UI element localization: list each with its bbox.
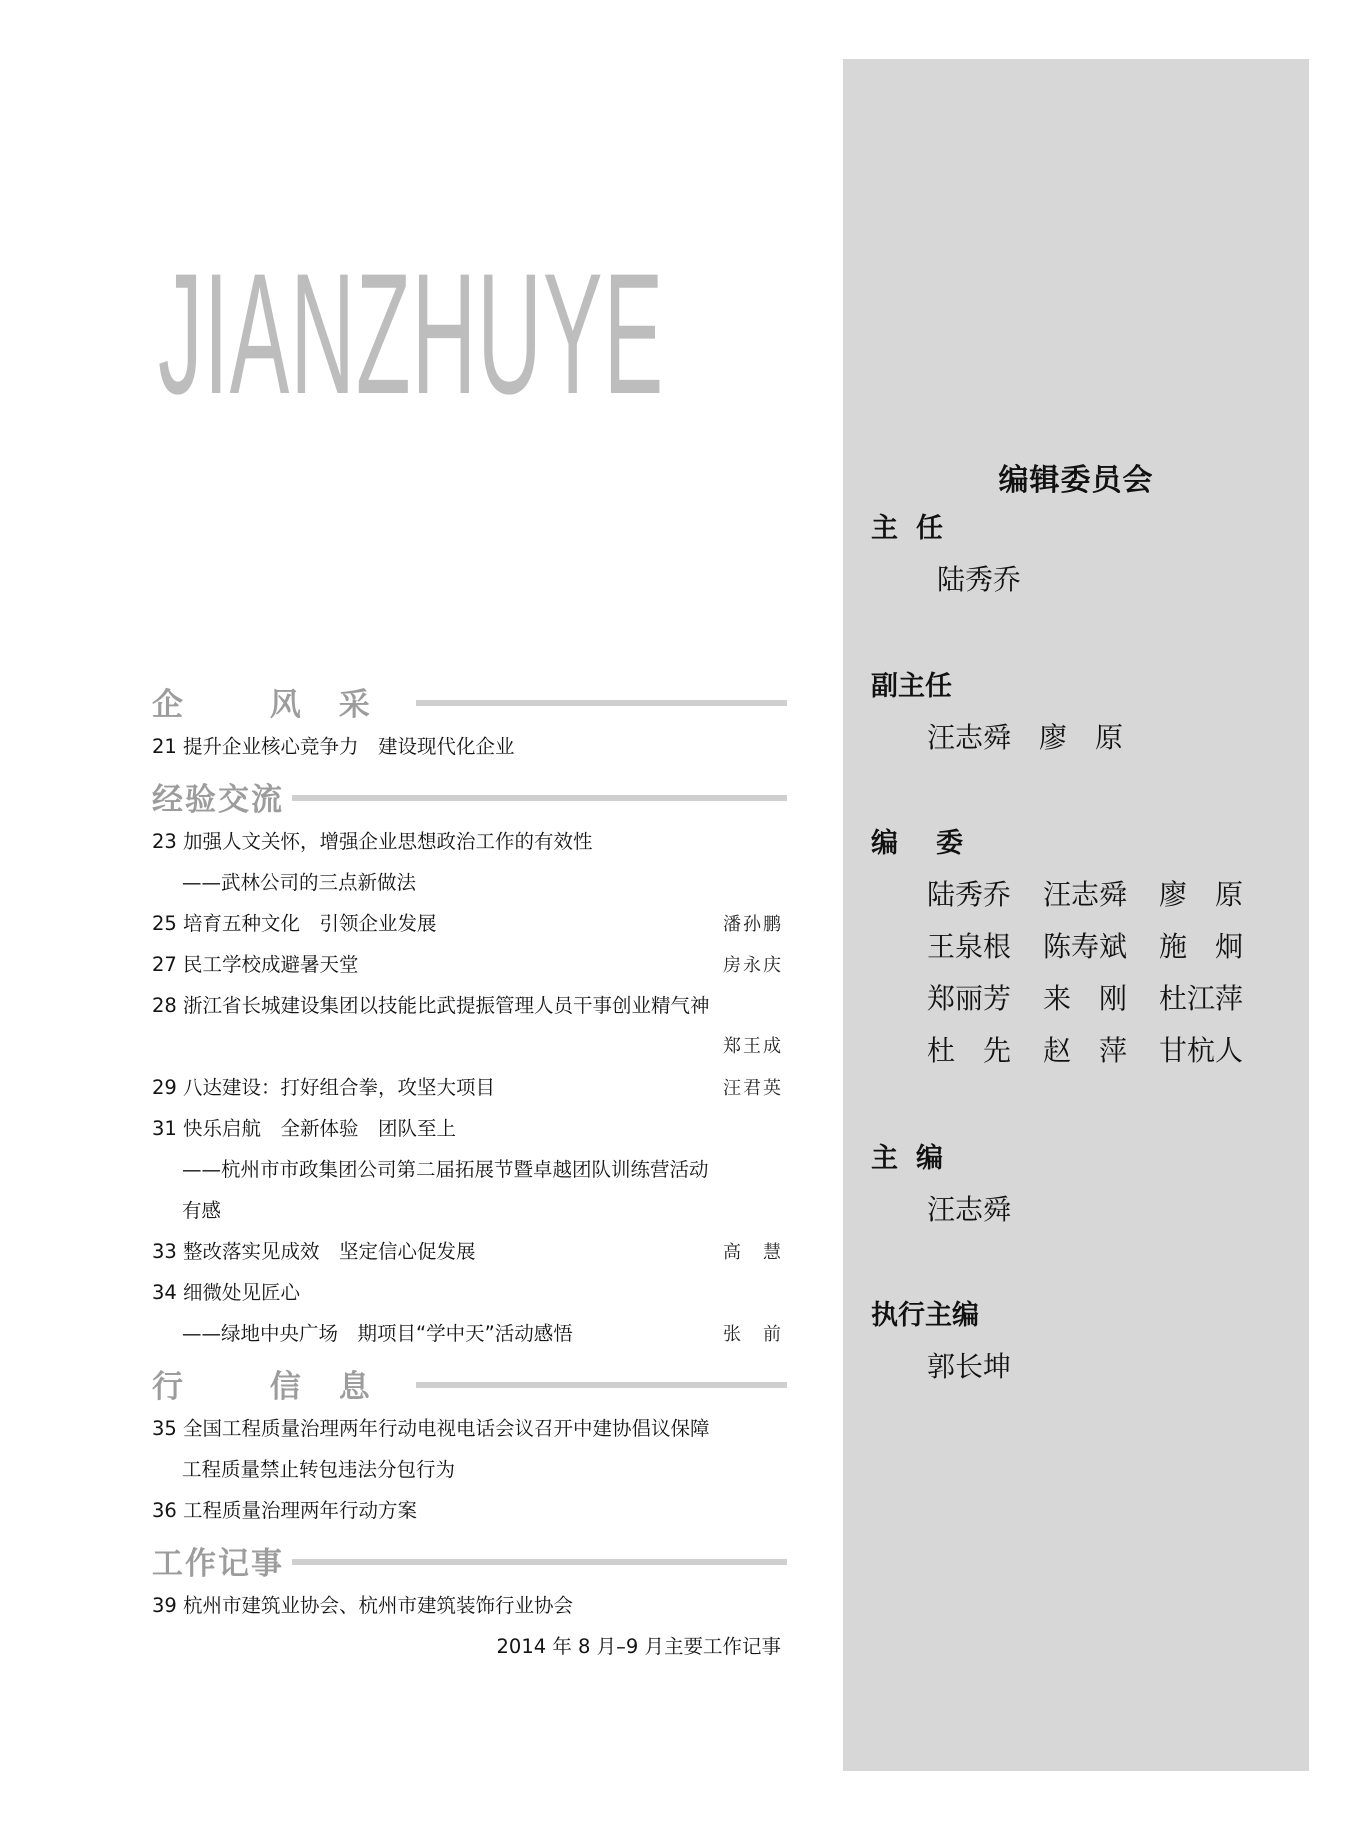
section-header-experience <box>152 771 787 821</box>
toc-entry-title: 31 快乐启航 全新体验 团队至上 <box>152 1117 457 1140</box>
toc-entry[interactable] <box>152 726 787 767</box>
role-label: 编委 <box>871 828 1001 859</box>
toc-entry-author: 高 慧 <box>723 1242 783 1263</box>
section-title: 行 信息 <box>152 1368 408 1405</box>
member-row <box>927 1025 1291 1077</box>
toc-entry-subtitle[interactable] <box>152 1449 787 1490</box>
member-name: 郑丽芳 <box>927 982 1012 1015</box>
role-label: 主任 <box>871 513 961 544</box>
member-row <box>927 973 1291 1025</box>
toc-entry-author: 房永庆 <box>723 955 783 976</box>
section-rule <box>416 700 787 706</box>
person-name: 汪志舜 廖 原 <box>927 721 1124 754</box>
toc-entry-title: 21 提升企业核心竞争力 建设现代化企业 <box>152 735 515 758</box>
toc-entry[interactable] <box>152 821 787 862</box>
member-name: 陈寿斌 <box>1043 930 1128 963</box>
member-row <box>927 869 1291 921</box>
person-name: 郭长坤 <box>927 1350 1012 1383</box>
deputy-director-group <box>871 662 1291 764</box>
toc-entry-subtitle[interactable] <box>152 1190 787 1231</box>
toc-entry[interactable] <box>152 1585 787 1626</box>
toc-entry-title: ——杭州市市政集团公司第二届拓展节暨卓越团队训练营活动 <box>182 1158 709 1181</box>
toc-entry-title: 35 全国工程质量治理两年行动电视电话会议召开中建协倡议保障 <box>152 1417 710 1440</box>
role-label: 主编 <box>871 1143 961 1174</box>
person-name: 汪志舜 <box>927 1193 1012 1226</box>
member-name: 赵 萍 <box>1043 1034 1128 1067</box>
section-header-work-notes <box>152 1535 787 1585</box>
toc-entry-author-line <box>152 1026 787 1067</box>
toc-entry-title: 有感 <box>182 1199 222 1222</box>
toc-entry-title: 2014 年 8 月–9 月主要工作记事 <box>496 1635 781 1658</box>
member-names <box>871 869 1291 1077</box>
member-name: 甘杭人 <box>1159 1034 1244 1067</box>
toc-entry[interactable] <box>152 1408 787 1449</box>
member-name: 杜江萍 <box>1159 982 1244 1015</box>
section-title: 工作记事 <box>152 1545 284 1582</box>
toc-entry-title: 36 工程质量治理两年行动方案 <box>152 1499 418 1522</box>
toc-entry-author: 潘孙鹏 <box>723 914 783 935</box>
toc-entry-title: 25 培育五种文化 引领企业发展 <box>152 912 437 935</box>
toc-entry[interactable] <box>152 944 787 985</box>
toc-entry[interactable] <box>152 1272 787 1313</box>
toc-entry-subtitle[interactable] <box>152 1149 787 1190</box>
member-name: 王泉根 <box>927 930 1012 963</box>
toc-entry-title: 34 细微处见匠心 <box>152 1281 301 1304</box>
section-title: 企 风采 <box>152 686 408 723</box>
chief-editor-group <box>871 1134 1291 1236</box>
toc-entry[interactable] <box>152 1490 787 1531</box>
toc-entry-title: 29 八达建设：打好组合拳，攻坚大项目 <box>152 1076 496 1099</box>
member-name: 杜 先 <box>927 1034 1012 1067</box>
toc-entry-title: 23 加强人文关怀，增强企业思想政治工作的有效性 <box>152 830 593 853</box>
toc-entry-title: 39 杭州市建筑业协会、杭州市建筑装饰行业协会 <box>152 1594 574 1617</box>
director-group <box>871 504 1291 606</box>
toc-entry-subtitle[interactable] <box>152 1313 787 1354</box>
member-name: 汪志舜 <box>1043 878 1128 911</box>
section-rule <box>416 1382 787 1388</box>
toc-entry-author: 汪君英 <box>723 1078 783 1099</box>
member-name: 陆秀乔 <box>927 878 1012 911</box>
toc-entry-title: ——绿地中央广场 期项目“学中天”活动感悟 <box>182 1322 573 1345</box>
member-name: 廖 原 <box>1159 878 1244 911</box>
toc-entry-subtitle[interactable] <box>152 862 787 903</box>
toc-entry-title: 28 浙江省长城建设集团以技能比武提振管理人员干事创业精气神 <box>152 994 710 1017</box>
toc-entry-author: 张 前 <box>723 1324 783 1345</box>
toc-entry-continuation[interactable] <box>152 1626 787 1667</box>
toc-entry-title: ——武林公司的三点新做法 <box>182 871 417 894</box>
role-label: 副主任 <box>871 671 952 702</box>
person-name: 陆秀乔 <box>937 563 1022 596</box>
executive-editor-group <box>871 1291 1291 1393</box>
section-header-enterprise <box>152 676 787 726</box>
member-name: 施 炯 <box>1159 930 1244 963</box>
role-label: 执行主编 <box>871 1300 979 1331</box>
panel-title: 编辑委员会 <box>998 463 1154 498</box>
table-of-contents <box>152 672 787 1667</box>
toc-entry[interactable] <box>152 1067 787 1108</box>
toc-entry[interactable] <box>152 903 787 944</box>
magazine-logo: JIANZHUYE <box>158 238 665 430</box>
toc-entry-title: 27 民工学校成避暑天堂 <box>152 953 359 976</box>
toc-entry[interactable] <box>152 1108 787 1149</box>
toc-entry[interactable] <box>152 1231 787 1272</box>
section-header-industry-info <box>152 1358 787 1408</box>
member-name: 来 刚 <box>1043 982 1128 1015</box>
toc-entry-title: 33 整改落实见成效 坚定信心促发展 <box>152 1240 476 1263</box>
section-rule <box>292 795 787 801</box>
toc-entry-author: 郑王成 <box>723 1036 783 1057</box>
editorial-committee-panel <box>843 59 1309 1771</box>
members-group <box>871 819 1291 1077</box>
section-title: 经验交流 <box>152 781 284 818</box>
member-row <box>927 921 1291 973</box>
toc-entry[interactable] <box>152 985 787 1026</box>
section-rule <box>292 1559 787 1565</box>
toc-entry-title: 工程质量禁止转包违法分包行为 <box>182 1458 456 1481</box>
